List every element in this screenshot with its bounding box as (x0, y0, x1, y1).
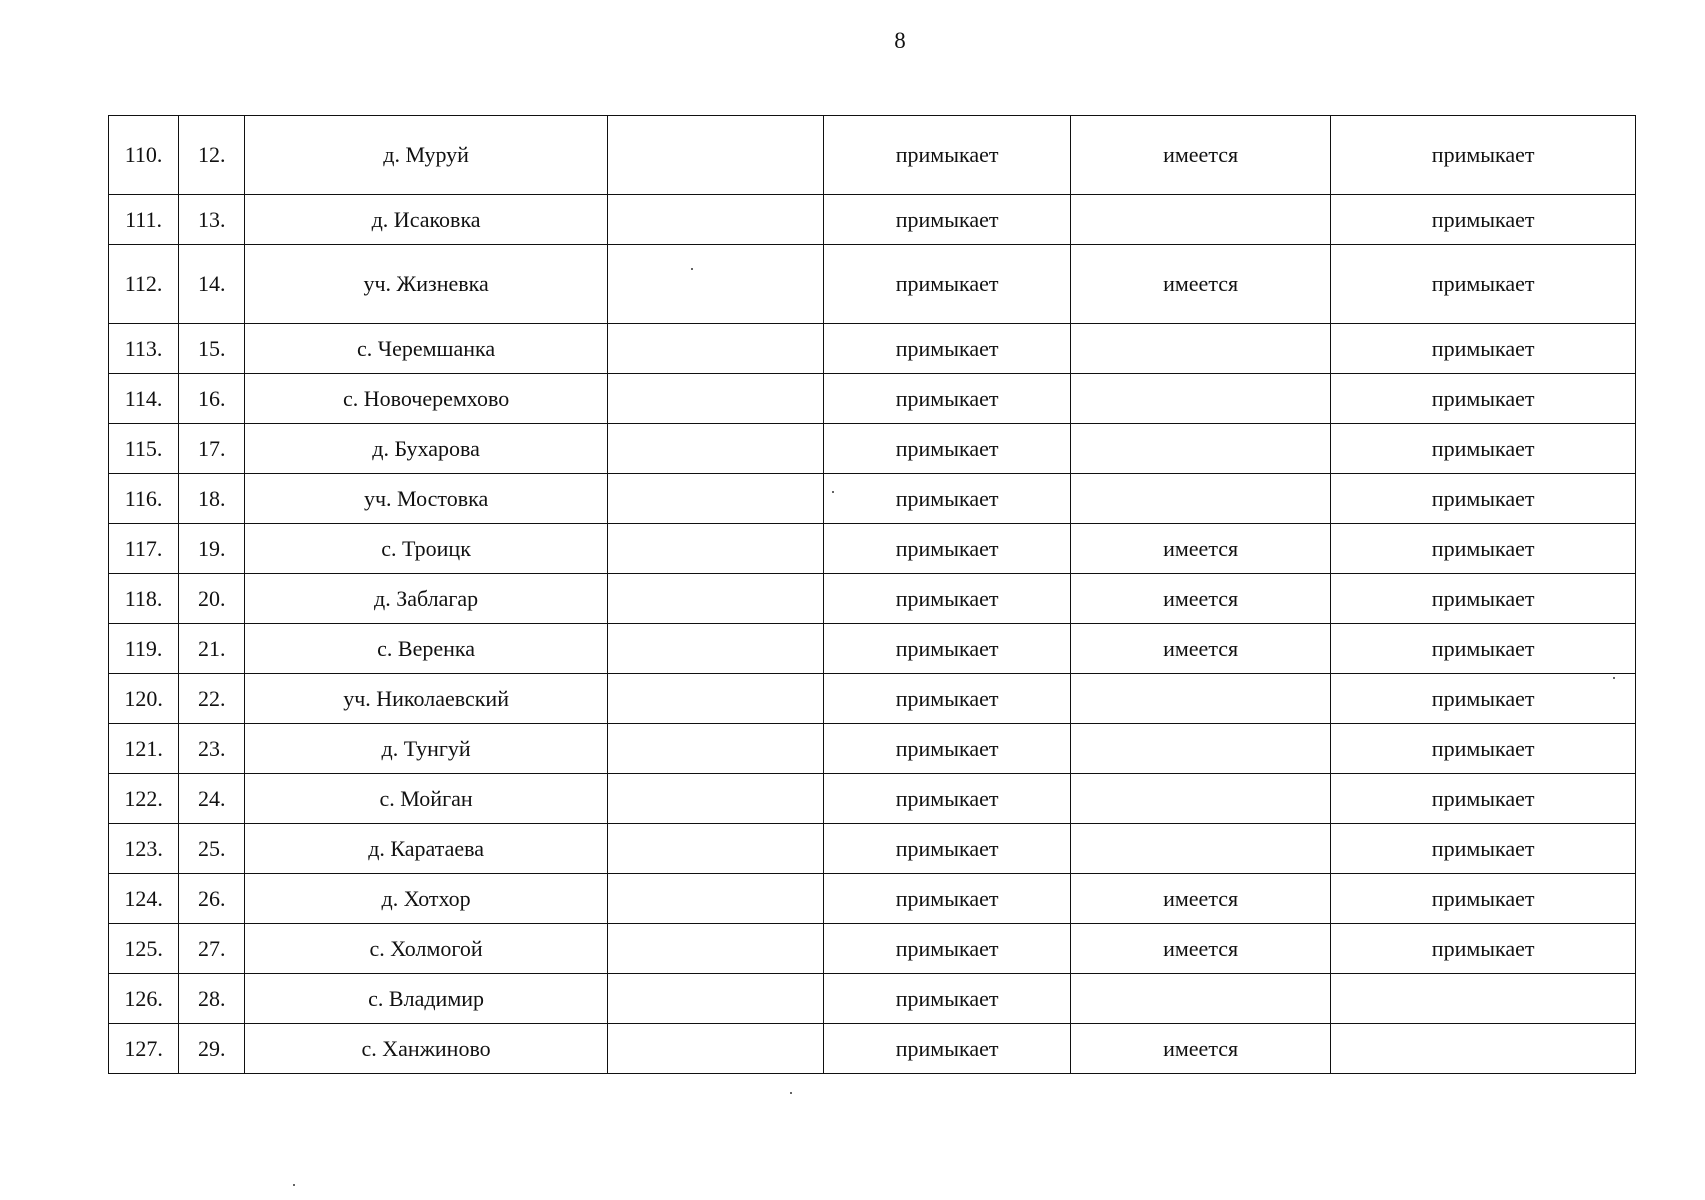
table-row (109, 724, 1636, 774)
available-cell: имеется (1070, 524, 1331, 574)
row-number-cell: 126. (109, 974, 179, 1024)
row-number-cell: 111. (109, 195, 179, 245)
available-cell (1070, 674, 1331, 724)
adjoins-cell-2: примыкает (1331, 724, 1636, 774)
available-cell: имеется (1070, 116, 1331, 195)
row-number-cell: 121. (109, 724, 179, 774)
table-row (109, 1024, 1636, 1074)
row-number-cell: 110. (109, 116, 179, 195)
empty-column-cell (607, 674, 823, 724)
row-number-cell: 114. (109, 374, 179, 424)
scan-speck (691, 268, 693, 270)
adjoins-cell-2: примыкает (1331, 374, 1636, 424)
settlement-name-cell: уч. Жизневка (245, 245, 608, 324)
empty-column-cell (607, 574, 823, 624)
adjoins-cell-2 (1331, 1024, 1636, 1074)
row-number-cell: 119. (109, 624, 179, 674)
empty-column-cell (607, 474, 823, 524)
adjoins-cell: примыкает (824, 924, 1070, 974)
row-number-cell: 118. (109, 574, 179, 624)
adjoins-cell-2: примыкает (1331, 924, 1636, 974)
table-row (109, 195, 1636, 245)
adjoins-cell-2: примыкает (1331, 474, 1636, 524)
table-row (109, 374, 1636, 424)
table-row (109, 424, 1636, 474)
adjoins-cell: примыкает (824, 574, 1070, 624)
adjoins-cell: примыкает (824, 724, 1070, 774)
sub-number-cell: 26. (179, 874, 245, 924)
table-body (109, 116, 1636, 1074)
adjoins-cell-2 (1331, 974, 1636, 1024)
empty-column-cell (607, 924, 823, 974)
empty-column-cell (607, 424, 823, 474)
row-number-cell: 112. (109, 245, 179, 324)
adjoins-cell-2: примыкает (1331, 424, 1636, 474)
table-row (109, 116, 1636, 195)
scan-speck (1613, 677, 1615, 679)
adjoins-cell-2: примыкает (1331, 195, 1636, 245)
table-row (109, 474, 1636, 524)
sub-number-cell: 16. (179, 374, 245, 424)
table-row (109, 624, 1636, 674)
adjoins-cell: примыкает (824, 974, 1070, 1024)
adjoins-cell-2: примыкает (1331, 624, 1636, 674)
settlement-name-cell: уч. Мостовка (245, 474, 608, 524)
table-row (109, 245, 1636, 324)
sub-number-cell: 13. (179, 195, 245, 245)
adjoins-cell: примыкает (824, 674, 1070, 724)
row-number-cell: 123. (109, 824, 179, 874)
available-cell: имеется (1070, 574, 1331, 624)
adjoins-cell: примыкает (824, 874, 1070, 924)
settlement-name-cell: д. Бухарова (245, 424, 608, 474)
empty-column-cell (607, 874, 823, 924)
sub-number-cell: 23. (179, 724, 245, 774)
adjoins-cell-2: примыкает (1331, 116, 1636, 195)
available-cell (1070, 374, 1331, 424)
table-row (109, 574, 1636, 624)
settlement-name-cell: с. Веренка (245, 624, 608, 674)
scan-speck (790, 1092, 792, 1094)
sub-number-cell: 19. (179, 524, 245, 574)
settlement-name-cell: с. Мойган (245, 774, 608, 824)
sub-number-cell: 12. (179, 116, 245, 195)
empty-column-cell (607, 974, 823, 1024)
scan-speck (832, 491, 834, 493)
table-row (109, 524, 1636, 574)
adjoins-cell: примыкает (824, 324, 1070, 374)
settlement-name-cell: д. Хотхор (245, 874, 608, 924)
available-cell: имеется (1070, 245, 1331, 324)
settlement-name-cell: с. Владимир (245, 974, 608, 1024)
adjoins-cell: примыкает (824, 374, 1070, 424)
sub-number-cell: 22. (179, 674, 245, 724)
settlement-name-cell: д. Тунгуй (245, 724, 608, 774)
adjoins-cell: примыкает (824, 195, 1070, 245)
row-number-cell: 113. (109, 324, 179, 374)
page-number: 8 (894, 28, 906, 53)
available-cell: имеется (1070, 874, 1331, 924)
row-number-cell: 117. (109, 524, 179, 574)
empty-column-cell (607, 724, 823, 774)
empty-column-cell (607, 195, 823, 245)
row-number-cell: 124. (109, 874, 179, 924)
adjoins-cell: примыкает (824, 774, 1070, 824)
adjoins-cell: примыкает (824, 245, 1070, 324)
empty-column-cell (607, 774, 823, 824)
adjoins-cell: примыкает (824, 624, 1070, 674)
available-cell: имеется (1070, 924, 1331, 974)
table-row (109, 674, 1636, 724)
row-number-cell: 122. (109, 774, 179, 824)
sub-number-cell: 14. (179, 245, 245, 324)
adjoins-cell: примыкает (824, 1024, 1070, 1074)
row-number-cell: 127. (109, 1024, 179, 1074)
table-row (109, 824, 1636, 874)
empty-column-cell (607, 824, 823, 874)
settlement-name-cell: с. Ханжиново (245, 1024, 608, 1074)
row-number-cell: 116. (109, 474, 179, 524)
available-cell (1070, 195, 1331, 245)
adjoins-cell-2: примыкает (1331, 674, 1636, 724)
available-cell (1070, 974, 1331, 1024)
settlement-name-cell: д. Исаковка (245, 195, 608, 245)
adjoins-cell-2: примыкает (1331, 874, 1636, 924)
adjoins-cell: примыкает (824, 116, 1070, 195)
adjoins-cell-2: примыкает (1331, 574, 1636, 624)
table-row (109, 774, 1636, 824)
adjoins-cell: примыкает (824, 824, 1070, 874)
empty-column-cell (607, 324, 823, 374)
sub-number-cell: 21. (179, 624, 245, 674)
adjoins-cell: примыкает (824, 524, 1070, 574)
sub-number-cell: 25. (179, 824, 245, 874)
settlement-name-cell: с. Холмогой (245, 924, 608, 974)
settlement-name-cell: д. Заблагар (245, 574, 608, 624)
adjoins-cell: примыкает (824, 474, 1070, 524)
table-row (109, 974, 1636, 1024)
scan-speck (293, 1184, 295, 1186)
settlements-table (108, 115, 1636, 1074)
row-number-cell: 115. (109, 424, 179, 474)
empty-column-cell (607, 374, 823, 424)
sub-number-cell: 15. (179, 324, 245, 374)
available-cell (1070, 824, 1331, 874)
sub-number-cell: 27. (179, 924, 245, 974)
settlement-name-cell: с. Новочеремхово (245, 374, 608, 424)
adjoins-cell-2: примыкает (1331, 824, 1636, 874)
table-row (109, 924, 1636, 974)
sub-number-cell: 18. (179, 474, 245, 524)
adjoins-cell: примыкает (824, 424, 1070, 474)
available-cell (1070, 324, 1331, 374)
adjoins-cell-2: примыкает (1331, 245, 1636, 324)
row-number-cell: 125. (109, 924, 179, 974)
available-cell (1070, 424, 1331, 474)
settlement-name-cell: с. Троицк (245, 524, 608, 574)
sub-number-cell: 28. (179, 974, 245, 1024)
table-row (109, 874, 1636, 924)
empty-column-cell (607, 524, 823, 574)
settlement-name-cell: уч. Николаевский (245, 674, 608, 724)
adjoins-cell-2: примыкает (1331, 324, 1636, 374)
available-cell: имеется (1070, 1024, 1331, 1074)
empty-column-cell (607, 245, 823, 324)
sub-number-cell: 17. (179, 424, 245, 474)
sub-number-cell: 20. (179, 574, 245, 624)
settlement-name-cell: д. Муруй (245, 116, 608, 195)
empty-column-cell (607, 1024, 823, 1074)
sub-number-cell: 24. (179, 774, 245, 824)
row-number-cell: 120. (109, 674, 179, 724)
available-cell (1070, 774, 1331, 824)
adjoins-cell-2: примыкает (1331, 524, 1636, 574)
sub-number-cell: 29. (179, 1024, 245, 1074)
available-cell: имеется (1070, 624, 1331, 674)
adjoins-cell-2: примыкает (1331, 774, 1636, 824)
settlement-name-cell: д. Каратаева (245, 824, 608, 874)
settlement-name-cell: с. Черемшанка (245, 324, 608, 374)
available-cell (1070, 724, 1331, 774)
empty-column-cell (607, 624, 823, 674)
table-row (109, 324, 1636, 374)
empty-column-cell (607, 116, 823, 195)
available-cell (1070, 474, 1331, 524)
